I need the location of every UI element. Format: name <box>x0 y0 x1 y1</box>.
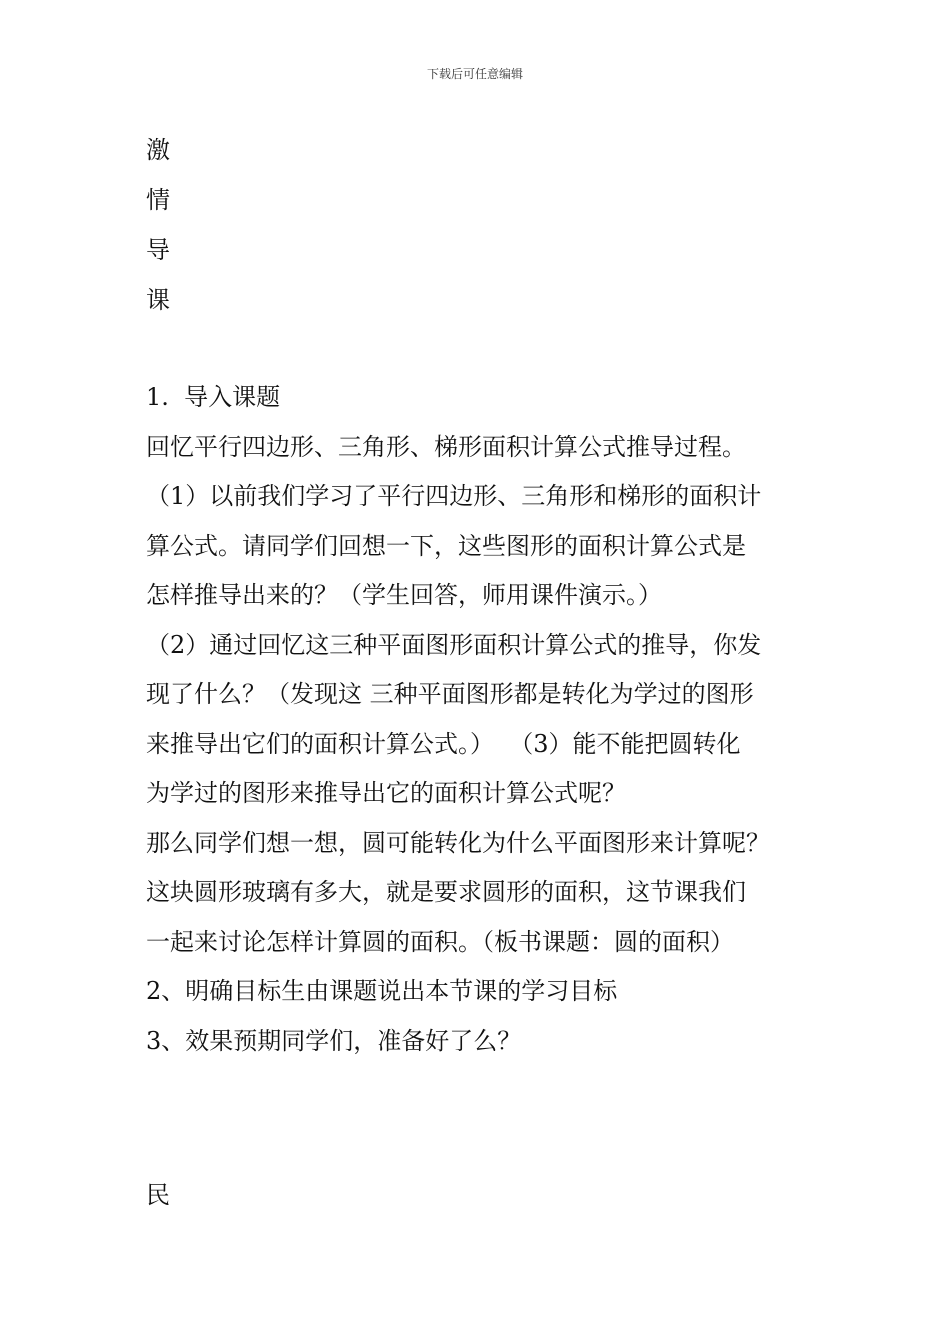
text-line: 来推导出它们的面积计算公式。） （3）能不能把圆转化 <box>146 729 741 758</box>
next-section-char: 民 <box>146 1181 170 1209</box>
text-line: 算公式。请同学们回想一下，这些图形的面积计算公式是 <box>146 531 746 560</box>
heading-char: 导 <box>146 236 170 264</box>
step-2-line: 2、明确目标生由课题说出本节课的学习目标 <box>146 977 618 1005</box>
text-line: 为学过的图形来推导出它的面积计算公式呢？ <box>146 779 626 807</box>
heading-char: 激 <box>146 136 170 164</box>
heading-char: 情 <box>146 186 170 214</box>
text-line: 这块圆形玻璃有多大，就是要求圆形的面积，这节课我们 <box>146 878 746 906</box>
lesson-body <box>146 375 816 1068</box>
step-1-title: 1. 导入课题 <box>146 383 281 411</box>
heading-char: 课 <box>146 286 170 314</box>
text-line: 一起来讨论怎样计算圆的面积。（板书课题：圆的面积） <box>146 927 734 956</box>
text-line: （2）通过回忆这三种平面图形面积计算公式的推导，你发 <box>146 630 762 659</box>
text-line: （1）以前我们学习了平行四边形、三角形和梯形的面积计 <box>146 482 762 510</box>
section-heading-vertical <box>146 130 170 330</box>
text-line: 回忆平行四边形、三角形、梯形面积计算公式推导过程。 <box>146 432 746 461</box>
page-header: 下载后可任意编辑 <box>426 67 523 81</box>
text-line: 现了什么？（发现这 三种平面图形都是转化为学过的图形 <box>146 680 754 708</box>
text-line: 怎样推导出来的？（学生回答，师用课件演示。） <box>146 581 662 609</box>
text-line: 那么同学们想一想，圆可能转化为什么平面图形来计算呢？ <box>146 828 770 857</box>
step-3-line: 3、效果预期同学们，准备好了么？ <box>146 1026 522 1055</box>
